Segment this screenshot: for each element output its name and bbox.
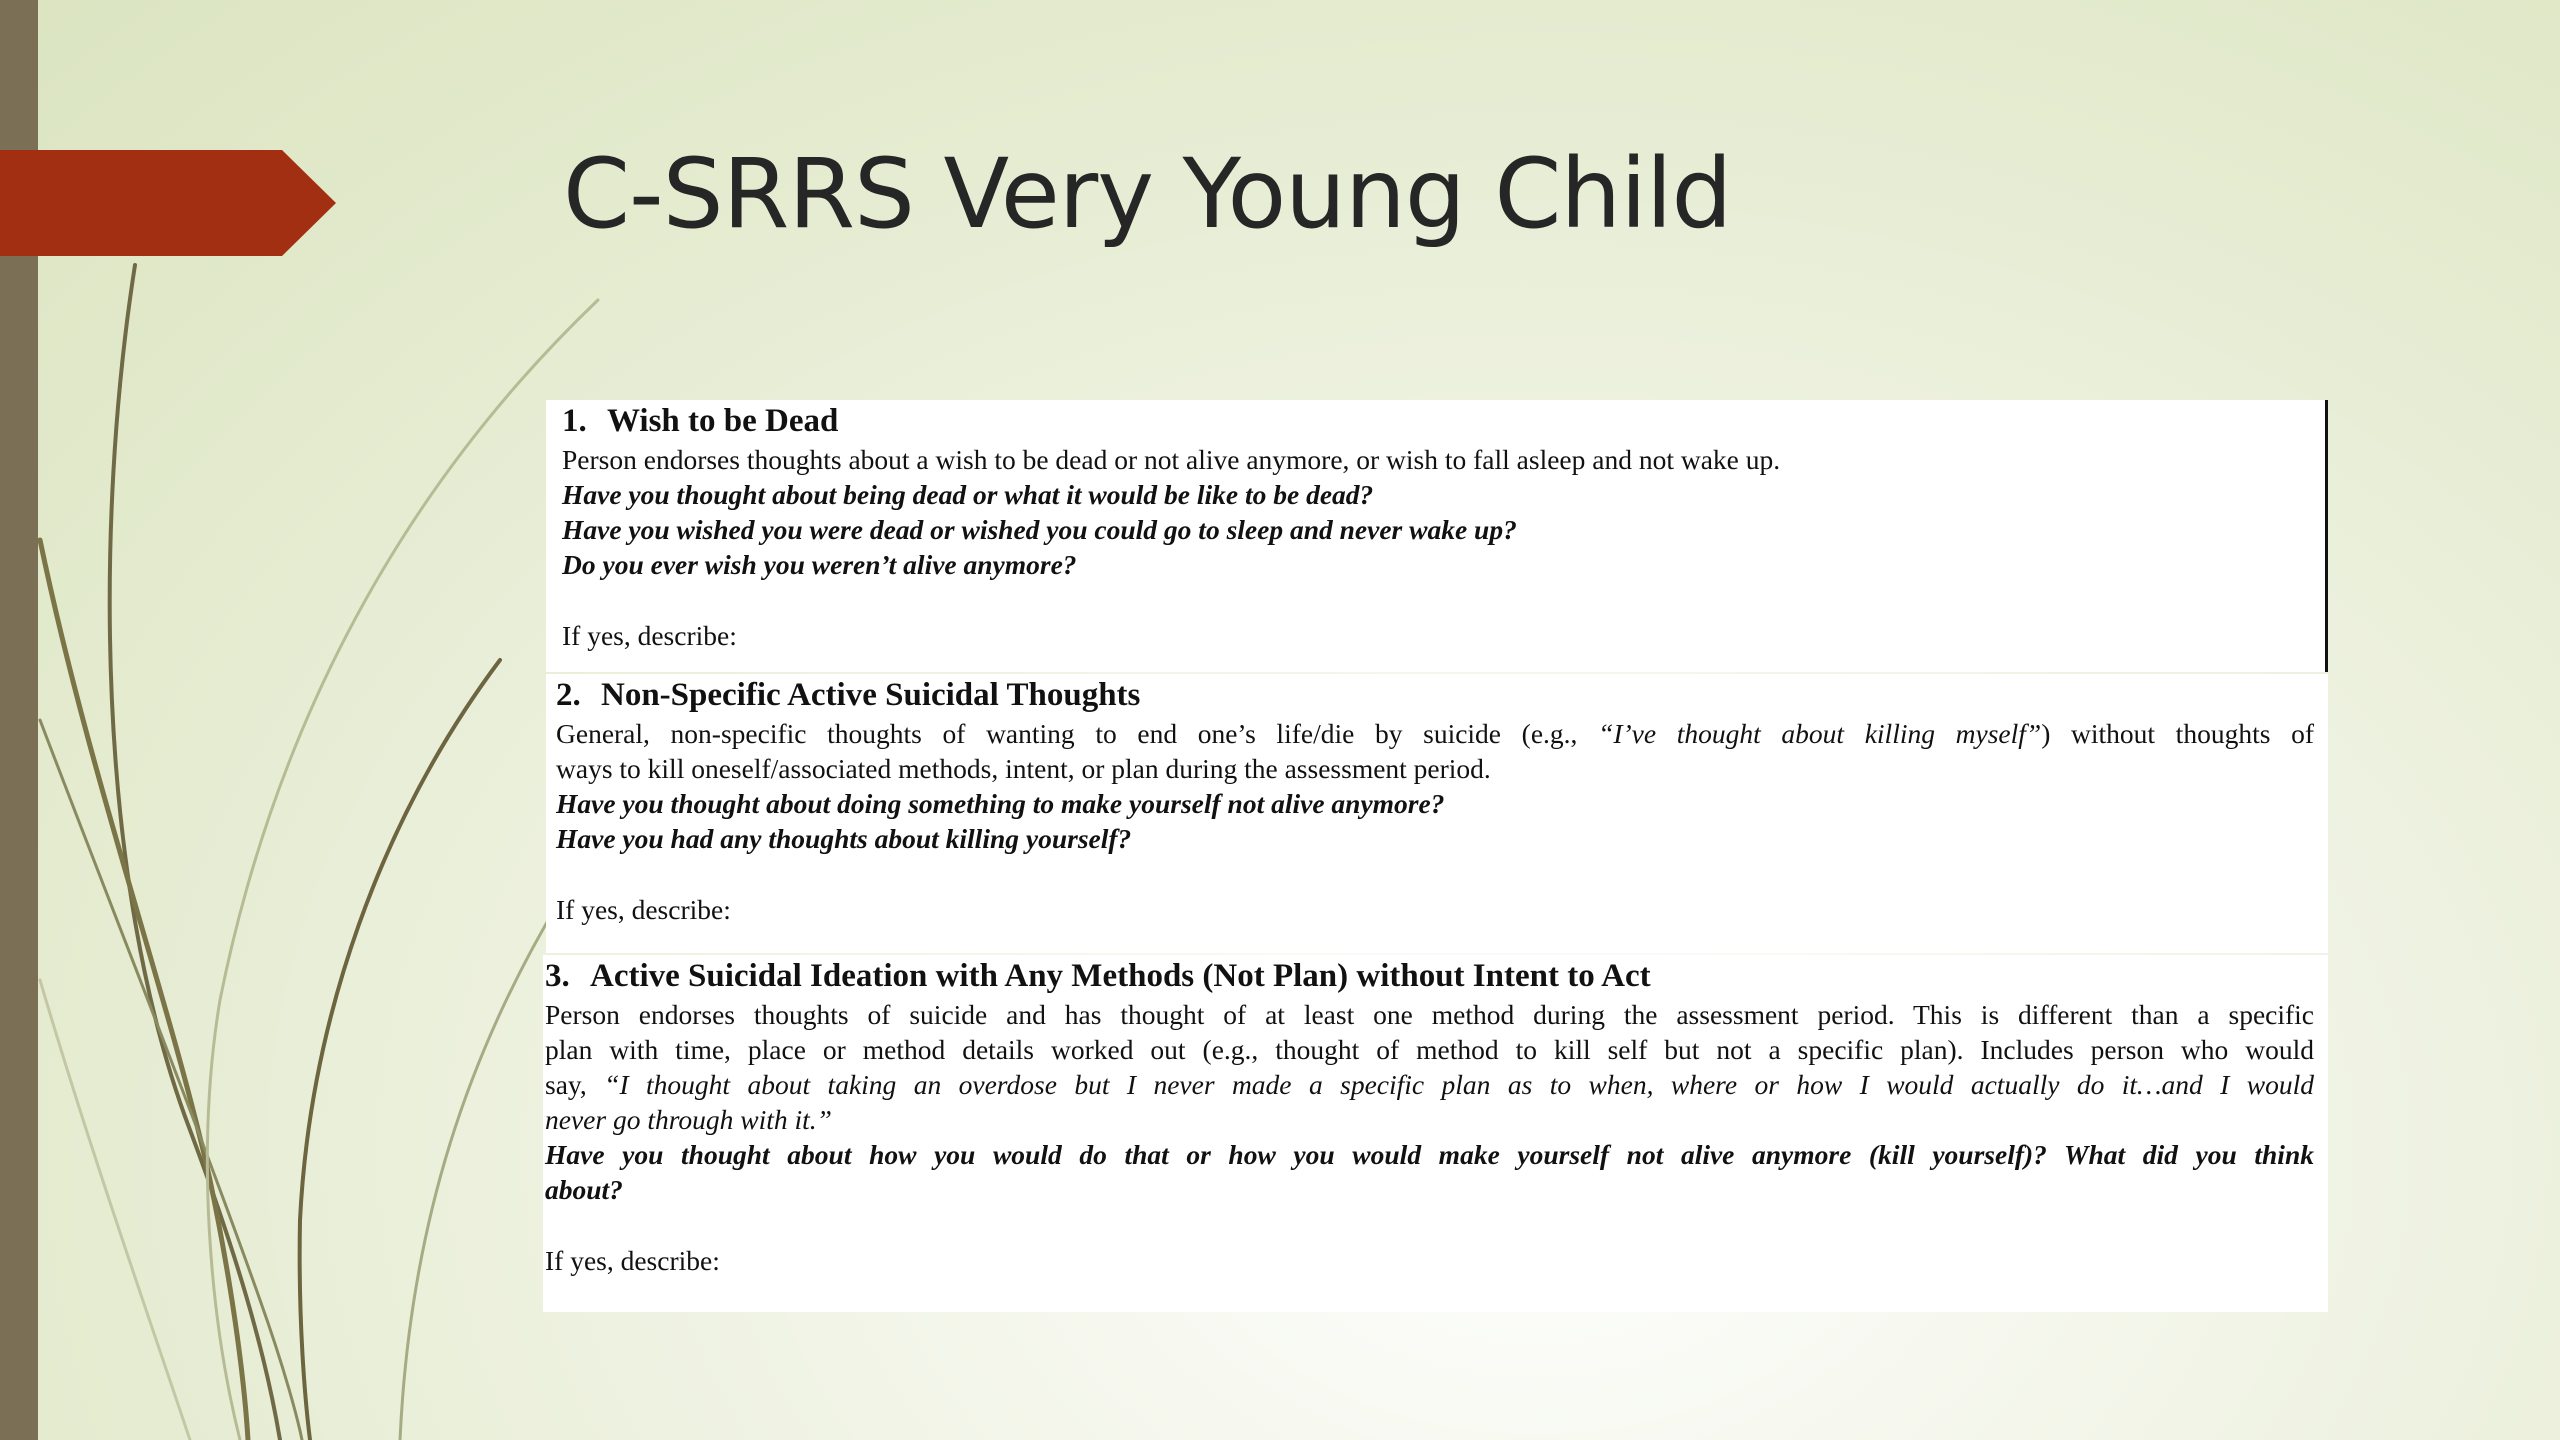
description-quote: “I thought about taking an overdose but I never made a specific plan as to when, where or how I would actually do it…and I would [604,1069,2314,1100]
section-number: 1. [562,403,587,439]
question-line-2: about? [545,1174,623,1205]
section-number: 2. [556,677,581,713]
section-heading-text: Wish to be Dead [607,403,839,439]
section-heading [556,674,2328,716]
question-1: Have you thought about doing something to make yourself not alive anymore? [556,788,1445,819]
title-arrow-accent [0,150,336,256]
section-heading [562,400,2325,442]
description-quote: “I’ve thought about killing myself” [1598,718,2042,749]
description-text-end: ) without thoughts of [2041,718,2314,749]
section-description: Person endorses thoughts about a wish to be dead or not alive anymore, or wish to fall asleep and not wake up. [562,444,1781,475]
section-number: 3. [545,958,570,994]
description-text: say, [545,1069,605,1100]
question-line-1: Have you thought about how you would do that or how you would make yourself not alive anymore (kill yourself)? What did you think [545,1139,2314,1170]
question-2: Have you wished you were dead or wished you could go to sleep and never wake up? [562,514,1517,545]
slide-title: C-SRRS Very Young Child [563,138,1732,250]
description-text: General, non-specific thoughts of wanting to end one’s life/die by suicide (e.g., [556,718,1599,749]
section-description-line-2: ways to kill oneself/associated methods, intent, or plan during the assessment period. [556,753,1491,784]
section-non-specific-active-suicidal-thoughts [546,674,2328,953]
section-description-line-1: Person endorses thoughts of suicide and has thought of at least one method during the assessment period. This is different than a specific [545,999,2314,1030]
section-active-suicidal-ideation-methods [543,955,2328,1312]
describe-prompt: If yes, describe: [545,1245,720,1276]
section-heading-text: Active Suicidal Ideation with Any Methods (Not Plan) without Intent to Act [590,958,1651,994]
question-3: Do you ever wish you weren’t alive anymore? [562,549,1077,580]
question-2: Have you had any thoughts about killing yourself? [556,823,1132,854]
section-wish-to-be-dead [546,400,2328,672]
describe-prompt: If yes, describe: [556,894,731,925]
describe-prompt: If yes, describe: [562,620,737,651]
section-heading [545,955,2328,997]
section-description-line-4 [545,1102,2328,1137]
section-description-line-3 [545,1067,2328,1102]
section-description-line-2: plan with time, place or method details worked out (e.g., thought of method to kill self but not a specific plan). Includes person who would [545,1034,2314,1065]
section-heading-text: Non-Specific Active Suicidal Thoughts [601,677,1141,713]
description-quote-end: never go through with it.” [545,1104,832,1135]
section-description-line-1 [556,716,2328,751]
question-1: Have you thought about being dead or what it would be like to be dead? [562,479,1374,510]
